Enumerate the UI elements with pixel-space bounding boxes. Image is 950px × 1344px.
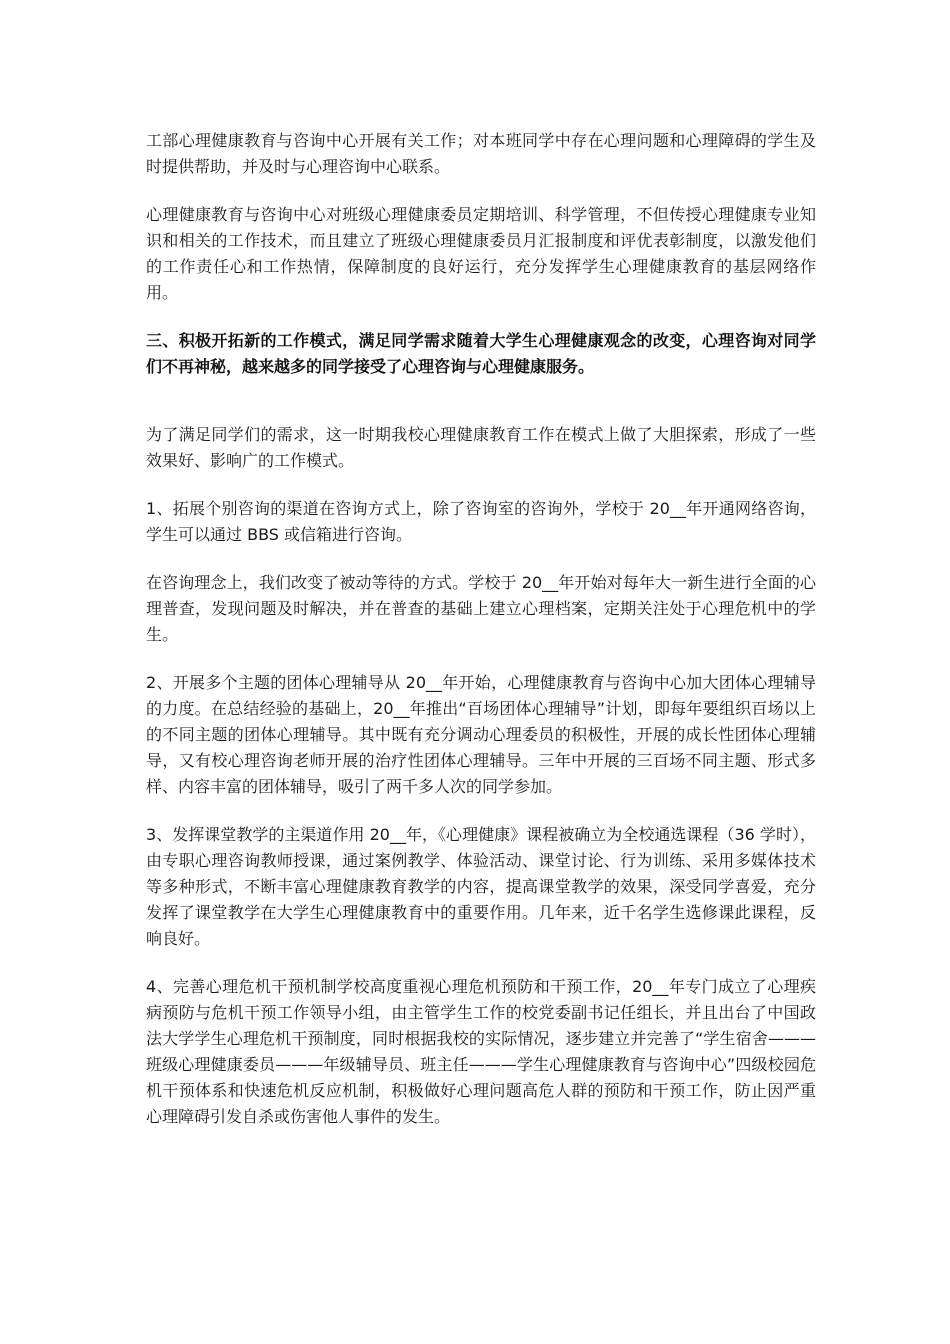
paragraph-spacer (146, 306, 816, 328)
paragraph: 在咨询理念上，我们改变了被动等待的方式。学校于 20__年开始对每年大一新生进行全面的心理普查，发现问题及时解决，并在普查的基础上建立心理档案，定期关注处于心理危机中的学生。 (146, 573, 816, 644)
paragraph: 2、开展多个主题的团体心理辅导从 20__年开始，心理健康教育与咨询中心加大团体心理辅导的力度。在总结经验的基础上，20__年推出“百场团体心理辅导”计划，即每年要组织百场以上的不同主题的团体心理辅导。其中既有充分调动心理委员的积极性，开展的成长性团体心理辅导，又有校心理咨询老师开展的治疗性团体心理辅导。三年中开展的三百场不同主题、形式多样、内容丰富的团体辅导，吸引了两千多人次的同学参加。 (146, 673, 816, 796)
paragraph-spacer (146, 548, 816, 570)
paragraph-spacer (146, 380, 816, 422)
paragraph-spacer (146, 800, 816, 822)
paragraph-spacer (146, 648, 816, 670)
document-page (146, 128, 816, 1130)
paragraph: 为了满足同学们的需求，这一时期我校心理健康教育工作在模式上做了大胆探索，形成了一些效果好、影响广的工作模式。 (146, 425, 816, 470)
paragraph: 工部心理健康教育与咨询中心开展有关工作；对本班同学中存在心理问题和心理障碍的学生及时提供帮助，并及时与心理咨询中心联系。 (146, 131, 816, 176)
paragraph: 心理健康教育与咨询中心对班级心理健康委员定期培训、科学管理，不但传授心理健康专业知识和相关的工作技术，而且建立了班级心理健康委员月汇报制度和评优表彰制度，以激发他们的工作责任心和工作热情，保障制度的良好运行，充分发挥学生心理健康教育的基层网络作用。 (146, 205, 816, 302)
paragraph: 3、发挥课堂教学的主渠道作用 20__年，《心理健康》课程被确立为全校通选课程（36 学时），由专职心理咨询教师授课，通过案例教学、体验活动、课堂讨论、行为训练、采用多媒体技术等多种形式，不断丰富心理健康教育教学的内容，提高课堂教学的效果，深受同学喜爱，充分发挥了课堂教学在大学生心理健康教育中的重要作用。几年来，近千名学生选修课此课程，反响良好。 (146, 825, 816, 948)
section-heading: 三、积极开拓新的工作模式，满足同学需求随着大学生心理健康观念的改变，心理咨询对同学们不再神秘，越来越多的同学接受了心理咨询与心理健康服务。 (146, 331, 816, 376)
paragraph-spacer (146, 180, 816, 202)
paragraph-spacer (146, 474, 816, 496)
paragraph: 1、拓展个别咨询的渠道在咨询方式上，除了咨询室的咨询外，学校于 20__年开通网络咨询，学生可以通过 BBS 或信箱进行咨询。 (146, 499, 816, 544)
paragraph-spacer (146, 952, 816, 974)
paragraph: 4、完善心理危机干预机制学校高度重视心理危机预防和干预工作，20__年专门成立了心理疾病预防与危机干预工作领导小组，由主管学生工作的校党委副书记任组长，并且出台了中国政法大学学生心理危机干预制度，同时根据我校的实际情况，逐步建立并完善了“学生宿舍———班级心理健康委员———年级辅导员、班主任———学生心理健康教育与咨询中心”四级校园危机干预体系和快速危机反应机制，积极做好心理问题高危人群的预防和干预工作，防止因严重心理障碍引发自杀或伤害他人事件的发生。 (146, 977, 816, 1126)
